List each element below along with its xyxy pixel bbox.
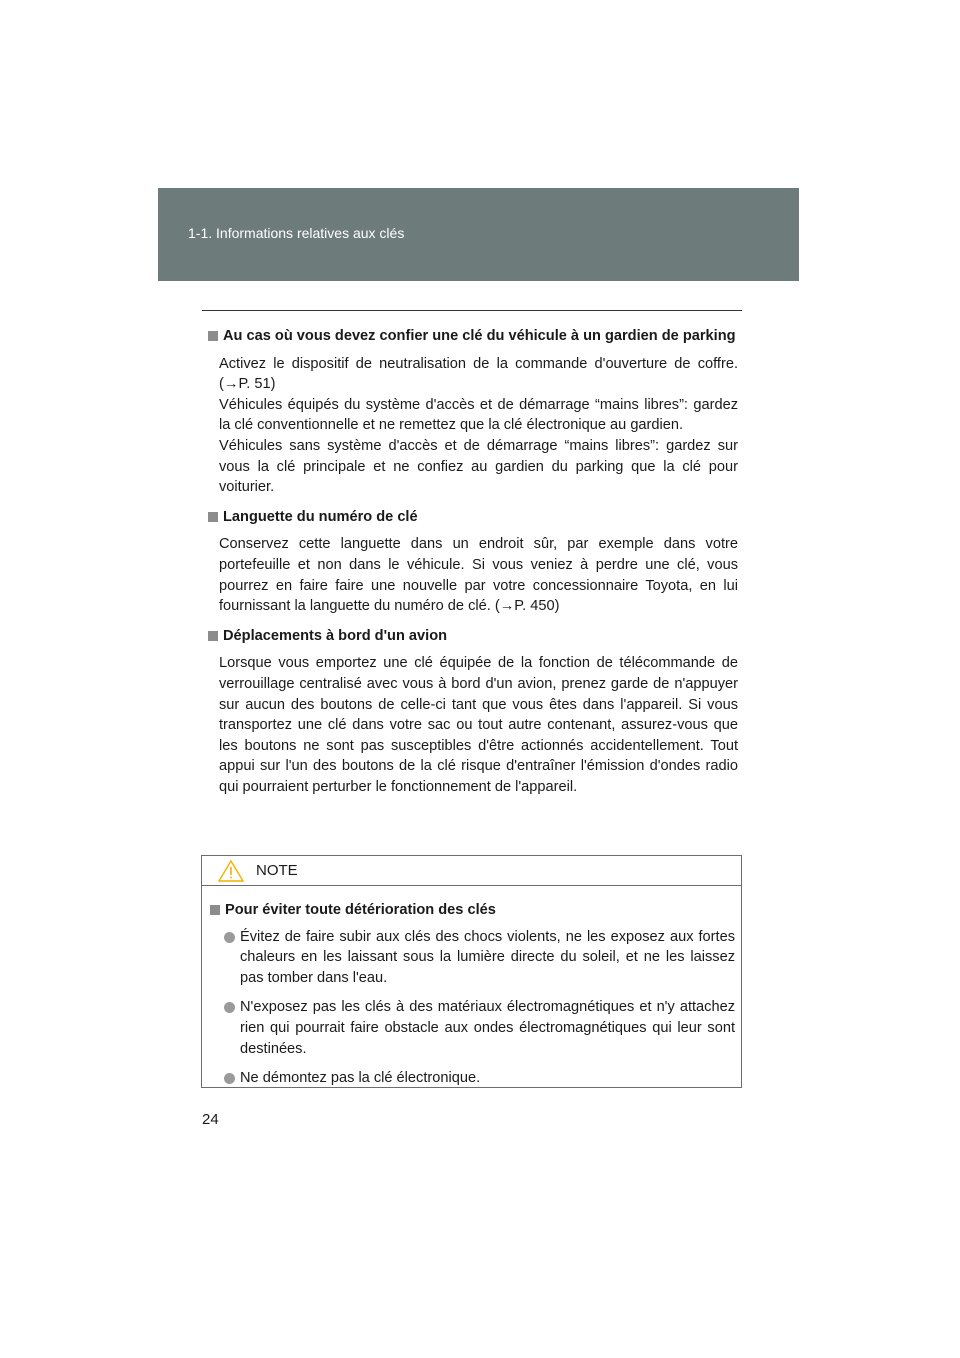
section-paragraph: Lorsque vous emportez une clé équipée de la fonction de télécommande de verrouillage centralisé avec vous à bord d'un avion, prenez garde de n'appuyer sur aucun des boutons de celle-ci tant que vous êtes dans l'appareil. Si vous transportez une clé dans votre sac ou tout autre contenant, assurez-vous que les boutons ne sont pas susceptibles d'être actionnés accidentellement. Tout appui sur l'un des boutons de la clé risque d'entraîner l'émission d'ondes radio qui pourraient perturber le fonctionnement de l'appareil. — [219, 655, 738, 795]
section-heading: Au cas où vous devez confier une clé du véhicule à un gardien de parking — [223, 328, 736, 344]
note-heading: Pour éviter toute détérioration des clés — [225, 902, 496, 918]
section-header-bar — [158, 188, 799, 281]
round-bullet-icon — [224, 1073, 235, 1084]
section-paragraph: Véhicules équipés du système d'accès et de démarrage “mains libres”: gardez la clé conventionnelle et ne remettez que la clé électronique au gardien. — [219, 396, 738, 434]
section-heading: Déplacements à bord d'un avion — [223, 627, 448, 644]
section-paragraph: Véhicules sans système d'accès et de démarrage “mains libres”: gardez sur vous la clé principale et ne confiez au gardien du parking que la clé pour voiturier. — [219, 437, 738, 496]
list-item: Évitez de faire subir aux clés des chocs violents, ne les exposez aux fortes chaleurs en les laissant sous la lumière directe du soleil, et ne les laissez pas tomber dans l'eau. — [210, 927, 735, 989]
section-paragraph: Conservez cette languette dans un endroit sûr, par exemple dans votre portefeuille et non dans le véhicule. Si vous veniez à perdre une clé, vous pourrez en faire faire une nouvelle par votre concessionnaire Toyota, en lui fournissant la languette du numéro de clé. (→P. 450) — [219, 536, 738, 615]
note-label: NOTE — [256, 862, 298, 879]
round-bullet-icon — [224, 1002, 235, 1013]
main-content — [208, 326, 738, 806]
list-item: Ne démontez pas la clé électronique. — [210, 1068, 735, 1089]
note-box — [201, 855, 742, 1088]
page-number: 24 — [202, 1111, 219, 1128]
list-item: N'exposez pas les clés à des matériaux électromagnétiques et n'y attachez rien qui pourrait faire obstacle aux ondes électromagnétiques qui leur sont destinées. — [210, 997, 735, 1059]
square-bullet-icon — [210, 905, 220, 915]
warning-triangle-icon — [218, 860, 244, 882]
square-bullet-icon — [208, 331, 218, 341]
top-divider — [202, 310, 742, 311]
chapter-title: 1-1. Informations relatives aux clés — [188, 225, 405, 241]
square-bullet-icon — [208, 512, 218, 522]
square-bullet-icon — [208, 631, 218, 641]
section-airplane-travel — [208, 626, 738, 798]
round-bullet-icon — [224, 932, 235, 943]
section-valet-parking — [208, 326, 738, 498]
section-paragraph: Activez le dispositif de neutralisation de la commande d'ouverture de coffre. (→P. 51) — [219, 355, 738, 393]
section-key-number-tag — [208, 507, 738, 617]
section-heading: Languette du numéro de clé — [223, 508, 418, 525]
note-header — [202, 856, 741, 886]
